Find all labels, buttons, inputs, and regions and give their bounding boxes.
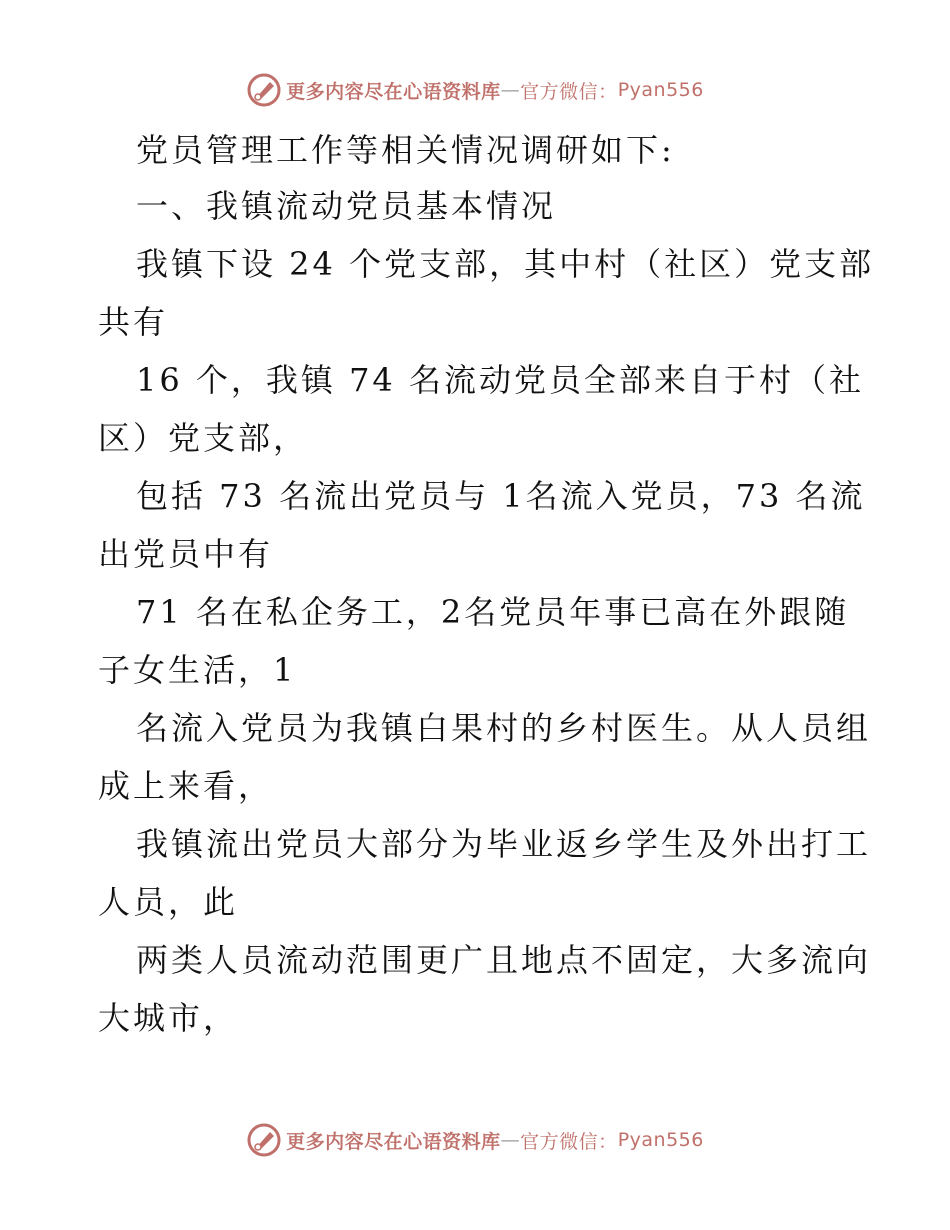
text-line: 16 个，我镇 74 名流动党员全部来自于村（社 (136, 361, 864, 399)
text-line: 出党员中有 (98, 535, 274, 573)
text-line: 共有 (98, 303, 169, 341)
text-line: 我镇下设 24 个党支部，其中村（社区）党支部 (136, 245, 875, 283)
text-line: 党员管理工作等相关情况调研如下: (136, 131, 675, 169)
watermark-contact-label: 官方微信： (520, 80, 618, 103)
pen-logo-icon (246, 72, 282, 108)
text-line: 名流入党员为我镇白果村的乡村医生。从人员组 (136, 709, 872, 747)
watermark-separator: — (500, 1129, 521, 1151)
watermark-contact-id: Pyan556 (617, 1129, 704, 1151)
text-line: 成上来看， (98, 767, 274, 805)
footer-watermark (0, 1120, 950, 1160)
pen-logo-icon (246, 1122, 282, 1158)
watermark-contact-id: Pyan556 (617, 79, 704, 101)
text-line: 人员，此 (98, 883, 239, 921)
text-line: 子女生活，1 (98, 651, 297, 689)
watermark-contact-label: 官方微信： (520, 1130, 618, 1153)
text-line: 区）党支部， (98, 419, 309, 457)
header-watermark (0, 70, 950, 110)
text-line: 我镇流出党员大部分为毕业返乡学生及外出打工 (136, 825, 872, 863)
section-heading: 一、我镇流动党员基本情况 (136, 187, 557, 225)
watermark-brand: 更多内容尽在心语资料库 (286, 1130, 501, 1153)
watermark-separator: — (500, 79, 521, 101)
text-line: 两类人员流动范围更广且地点不固定，大多流向 (136, 941, 872, 979)
text-line: 71 名在私企务工，2名党员年事已高在外跟随 (136, 593, 850, 631)
text-line: 大城市， (98, 999, 239, 1037)
watermark-brand: 更多内容尽在心语资料库 (286, 80, 501, 103)
text-line: 包括 73 名流出党员与 1名流入党员，73 名流 (136, 477, 866, 515)
